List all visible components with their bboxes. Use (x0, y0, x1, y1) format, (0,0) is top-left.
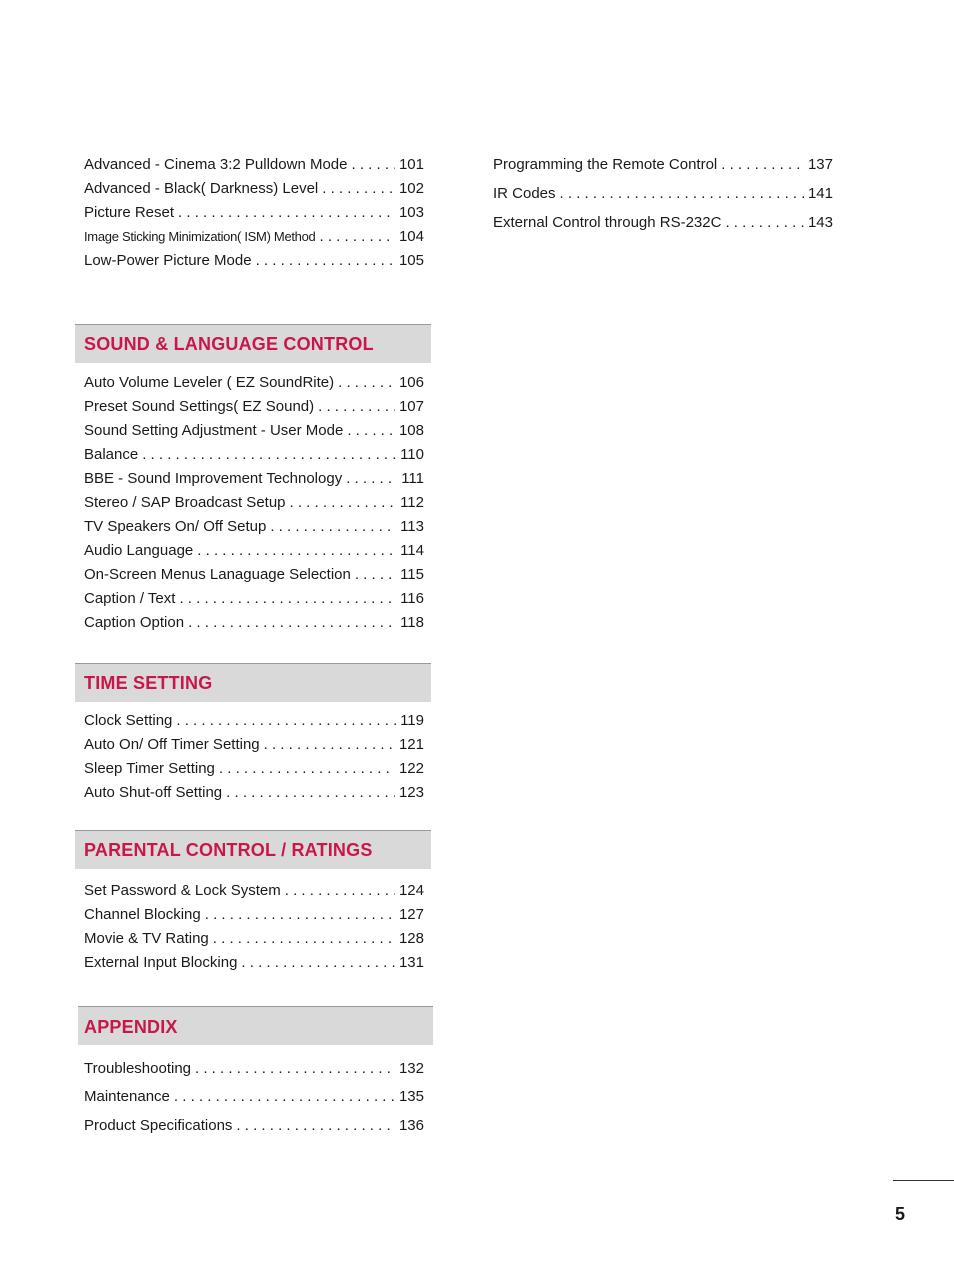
toc-entry[interactable] (84, 540, 424, 562)
toc-entry-page: 127 (398, 906, 424, 923)
footer-rule (893, 1180, 954, 1181)
toc-entry-title: Product Specifications (84, 1117, 233, 1134)
toc-entry[interactable] (493, 154, 833, 176)
toc-entry[interactable] (493, 183, 833, 205)
toc-entry[interactable] (84, 1058, 424, 1080)
toc-entry-title: Troubleshooting (84, 1060, 192, 1077)
toc-entry-title: Movie & TV Rating (84, 930, 209, 947)
toc-entry[interactable] (84, 492, 424, 514)
toc-entry-title: External Control through RS-232C (493, 214, 722, 231)
toc-entry-title: Picture Reset (84, 204, 175, 221)
toc-entry-page: 123 (398, 784, 424, 801)
toc-entry-page: 131 (398, 954, 424, 971)
toc-entry-page: 128 (398, 930, 424, 947)
section-header-parental-control (75, 830, 431, 869)
toc-entry-title: Channel Blocking (84, 906, 201, 923)
toc-entry[interactable] (84, 734, 424, 756)
toc-entry-title: Clock Setting (84, 712, 173, 729)
section-title: PARENTAL CONTROL / RATINGS (84, 840, 373, 860)
toc-entry[interactable] (84, 516, 424, 538)
toc-entry-page: 114 (400, 542, 424, 559)
toc-entry[interactable] (84, 904, 424, 926)
toc-entry-page: 108 (398, 422, 424, 439)
toc-entry[interactable] (84, 758, 424, 780)
toc-entry[interactable] (84, 928, 424, 950)
toc-entry[interactable] (493, 212, 833, 234)
toc-entry-page: 136 (398, 1117, 424, 1134)
toc-entry-title: Audio Language (84, 542, 194, 559)
toc-entry-title: IR Codes (493, 185, 556, 202)
toc-entry[interactable] (84, 444, 424, 466)
toc-entry-page: 107 (398, 398, 424, 415)
toc-entry[interactable] (84, 178, 424, 200)
toc-entry-page: 115 (400, 566, 424, 583)
toc-entry-page: 112 (400, 494, 424, 511)
toc-entry-page: 118 (400, 614, 424, 631)
toc-entry-page: 132 (398, 1060, 424, 1077)
toc-entry-title: Auto On/ Off Timer Setting (84, 736, 260, 753)
toc-entry-title: Caption / Text (84, 590, 176, 607)
toc-entry-page: 119 (400, 712, 424, 729)
toc-entry[interactable] (84, 1086, 424, 1108)
toc-entry[interactable] (84, 154, 424, 176)
toc-entry-title: BBE - Sound Improvement Technology (84, 470, 343, 487)
toc-entry-title: Auto Volume Leveler ( EZ SoundRite) (84, 374, 335, 391)
toc-entry[interactable] (84, 468, 424, 490)
toc-entry[interactable] (84, 880, 424, 902)
toc-entry[interactable] (84, 782, 424, 804)
toc-entry-title: Stereo / SAP Broadcast Setup (84, 494, 286, 511)
toc-entry[interactable] (84, 612, 424, 634)
toc-entry-page: 105 (398, 252, 424, 269)
toc-entry[interactable] (84, 564, 424, 586)
toc-entry-title: External Input Blocking (84, 954, 238, 971)
toc-entry-page: 122 (398, 760, 424, 777)
toc-entry-title: Sound Setting Adjustment - User Mode (84, 422, 344, 439)
toc-entry-page: 104 (398, 228, 424, 245)
toc-entry-title: Image Sticking Minimization( ISM) Method (84, 229, 316, 244)
toc-entry-page: 110 (400, 446, 424, 463)
toc-entry-title: Sleep Timer Setting (84, 760, 215, 777)
toc-entry[interactable] (84, 250, 424, 272)
toc-entry[interactable] (84, 952, 424, 974)
toc-entry-page: 137 (807, 156, 833, 173)
section-header-sound-language (75, 324, 431, 363)
toc-entry-title: Balance (84, 446, 139, 463)
toc-entry-page: 111 (401, 470, 424, 487)
toc-entry[interactable] (84, 420, 424, 442)
toc-entry-page: 121 (398, 736, 424, 753)
section-title: SOUND & LANGUAGE CONTROL (84, 334, 374, 354)
toc-entry[interactable] (84, 1115, 424, 1137)
toc-entry[interactable] (84, 202, 424, 224)
toc-entry-page: 143 (807, 214, 833, 231)
toc-entry-page: 106 (398, 374, 424, 391)
toc-entry-page: 103 (398, 204, 424, 221)
section-header-time-setting (75, 663, 431, 702)
toc-entry[interactable] (84, 396, 424, 418)
toc-entry-page: 124 (398, 882, 424, 899)
toc-entry-page: 102 (398, 180, 424, 197)
toc-entry-title: Auto Shut-off Setting (84, 784, 223, 801)
toc-entry-page: 101 (398, 156, 424, 173)
toc-entry-title: Caption Option (84, 614, 185, 631)
toc-entry[interactable] (84, 372, 424, 394)
toc-entry-title: On-Screen Menus Lanaguage Selection (84, 566, 351, 583)
toc-entry-page: 116 (400, 590, 424, 607)
toc-entry-page: 135 (398, 1088, 424, 1105)
section-title: APPENDIX (84, 1017, 178, 1037)
page-number: 5 (895, 1204, 906, 1224)
toc-entry[interactable] (84, 710, 424, 732)
toc-entry-title: Maintenance (84, 1088, 170, 1105)
toc-entry-page: 113 (400, 518, 424, 535)
toc-entry-title: Set Password & Lock System (84, 882, 281, 899)
toc-entry-page: 141 (807, 185, 833, 202)
section-title: TIME SETTING (84, 673, 213, 693)
toc-entry-title: Preset Sound Settings( EZ Sound) (84, 398, 315, 415)
toc-entry-title: Advanced - Cinema 3:2 Pulldown Mode (84, 156, 348, 173)
toc-entry[interactable] (84, 226, 424, 248)
toc-entry[interactable] (84, 588, 424, 610)
toc-entry-title: Advanced - Black( Darkness) Level (84, 180, 319, 197)
section-header-appendix (78, 1006, 433, 1045)
toc-entry-title: TV Speakers On/ Off Setup (84, 518, 267, 535)
toc-entry-title: Low-Power Picture Mode (84, 252, 252, 269)
toc-entry-title: Programming the Remote Control (493, 156, 718, 173)
